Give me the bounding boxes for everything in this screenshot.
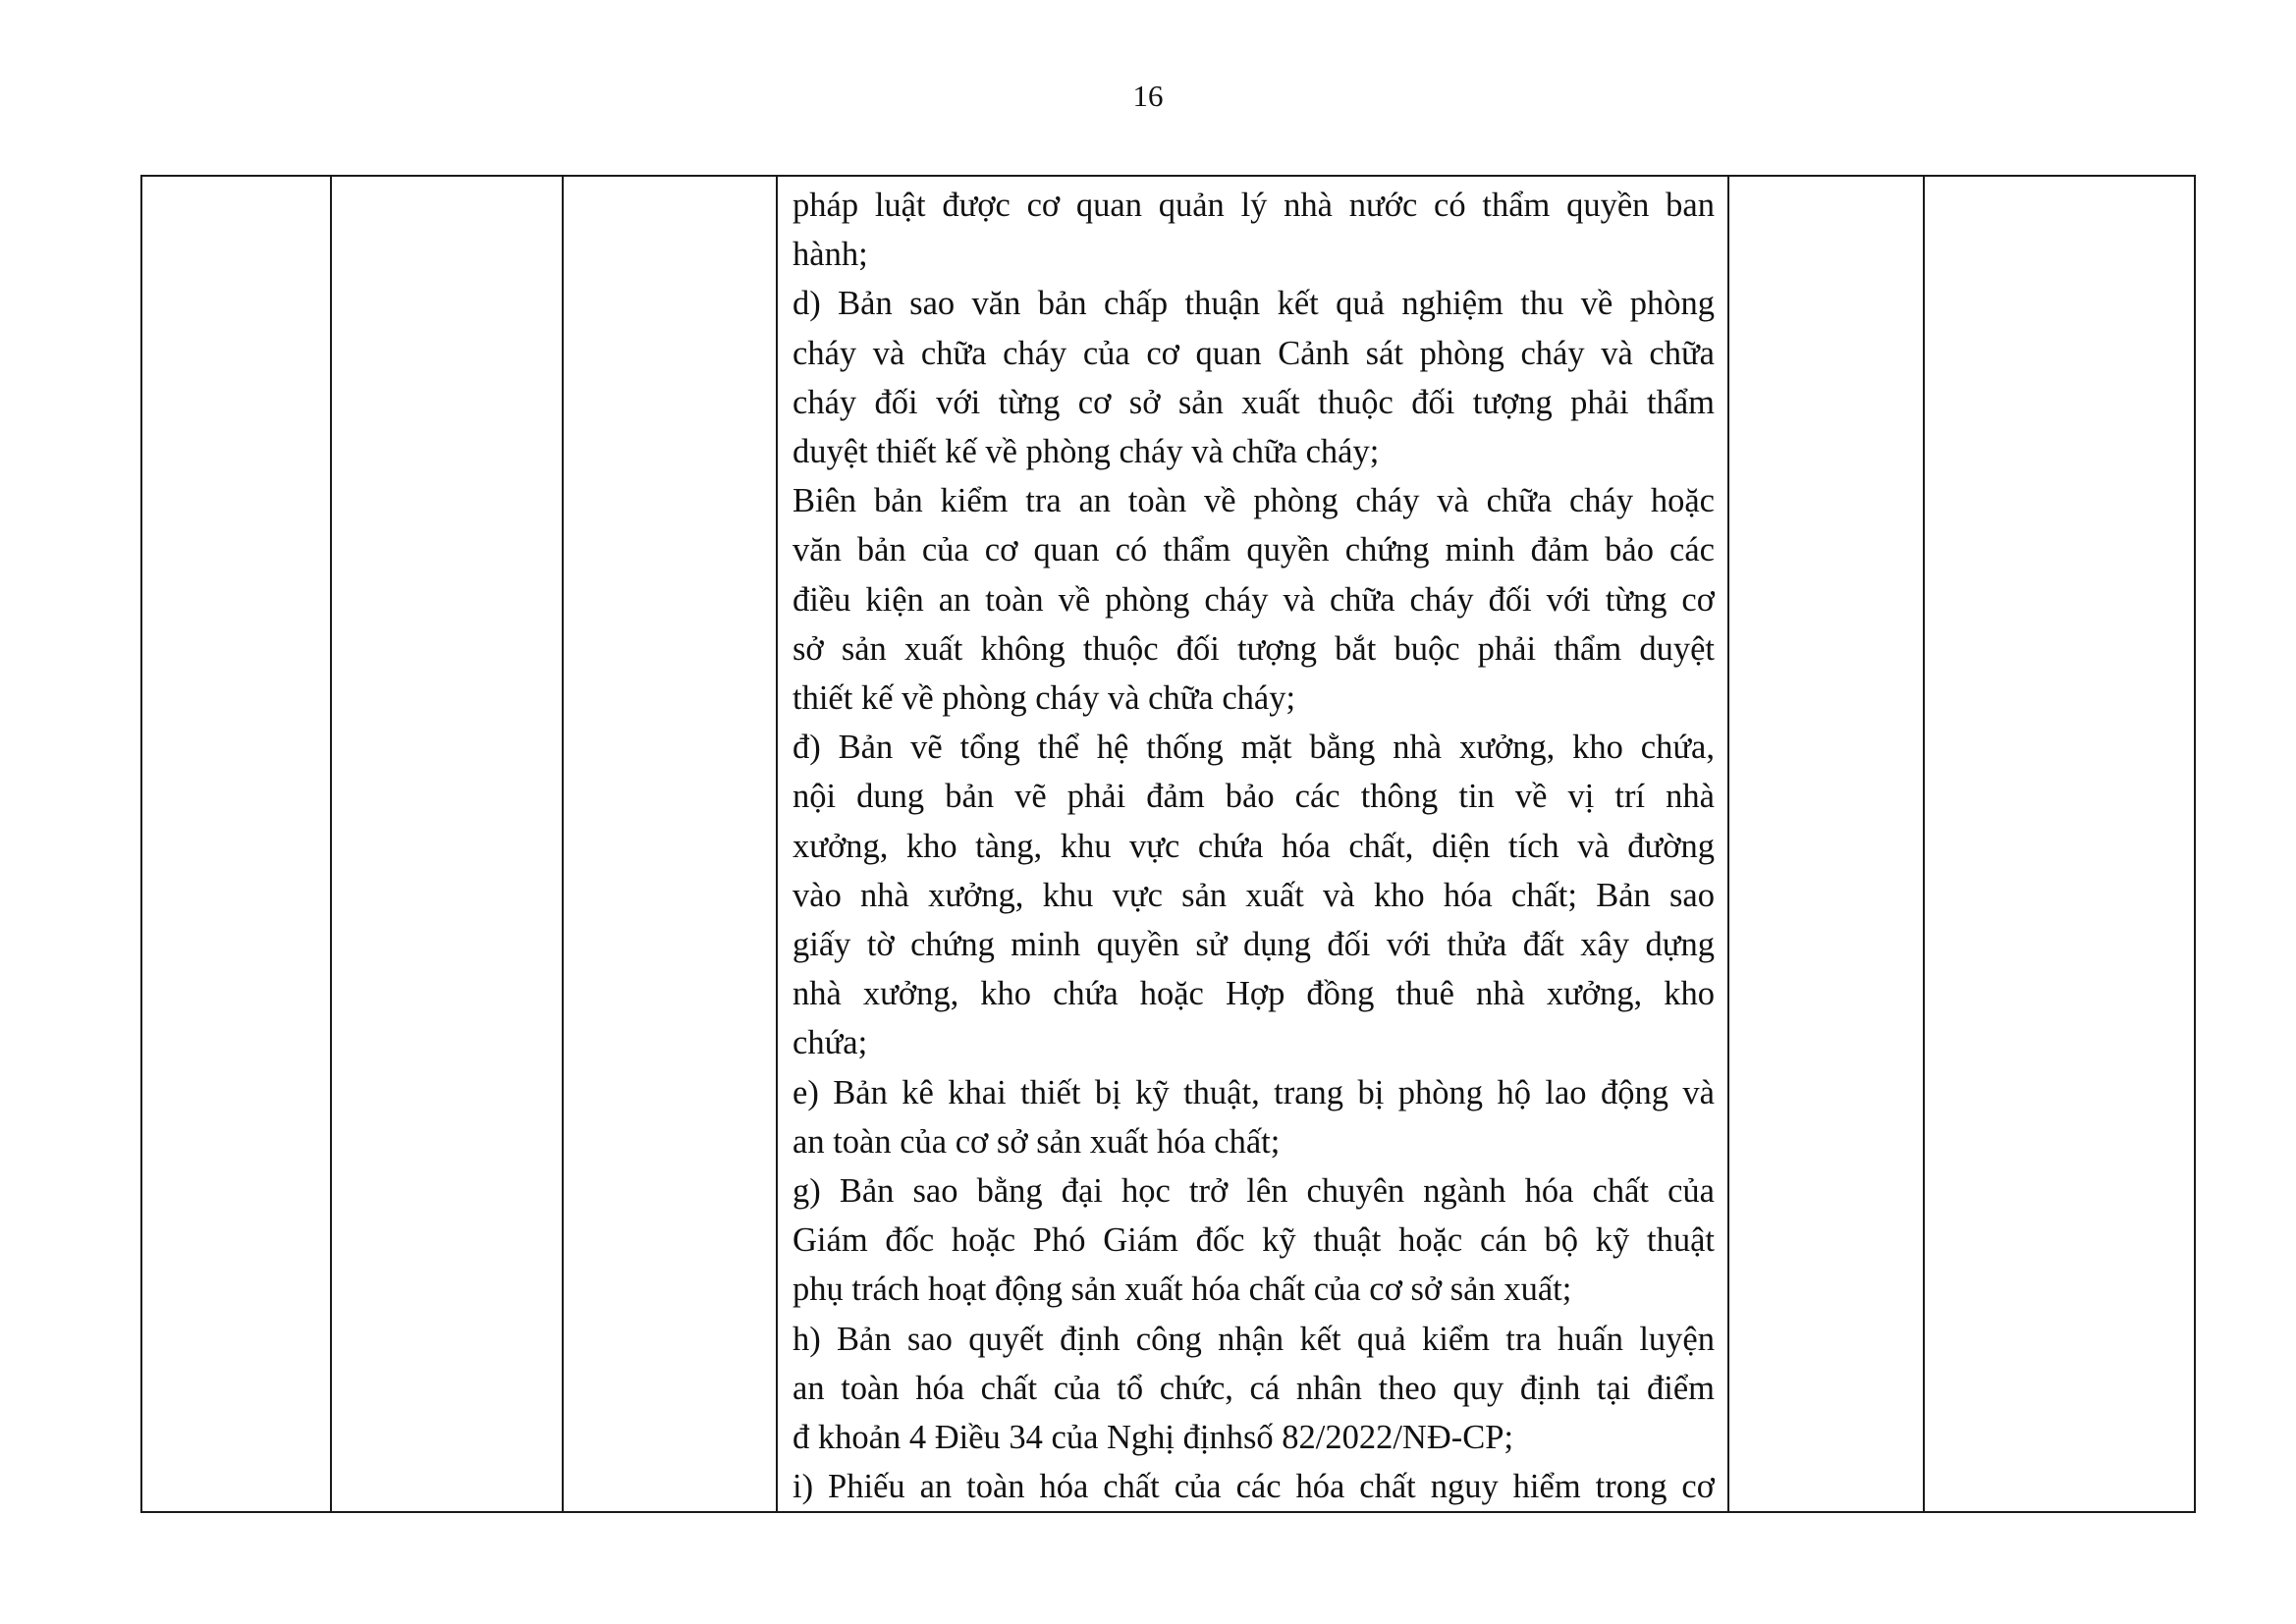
text-line: chứa; xyxy=(793,1024,868,1062)
table-cell-col-3 xyxy=(563,176,777,1512)
procedure-table xyxy=(140,175,2196,1513)
text-line: duyệt thiết kế về phòng cháy và chữa cháy; xyxy=(793,433,1380,471)
page-number: 16 xyxy=(1132,79,1164,113)
text-line: Biên bản kiểm tra an toàn về phòng cháy và chữa cháy hoặc xyxy=(793,482,1715,520)
table-cell-col-2 xyxy=(331,176,563,1512)
text-line: xưởng, kho tàng, khu vực chứa hóa chất, diện tích và đường xyxy=(793,827,1715,865)
table-cell-col-5 xyxy=(1728,176,1924,1512)
text-line: pháp luật được cơ quan quản lý nhà nước có thẩm quyền ban xyxy=(793,187,1715,224)
text-line: e) Bản kê khai thiết bị kỹ thuật, trang bị phòng hộ lao động và xyxy=(793,1073,1715,1111)
text-line: nội dung bản vẽ phải đảm bảo các thông tin về vị trí nhà xyxy=(793,778,1715,816)
text-line: an toàn của cơ sở sản xuất hóa chất; xyxy=(793,1122,1281,1161)
text-line: i) Phiếu an toàn hóa chất của các hóa chất nguy hiểm trong cơ xyxy=(793,1468,1715,1506)
text-line: cháy và chữa cháy của cơ quan Cảnh sát phòng cháy và chữa xyxy=(793,334,1715,372)
text-line: vào nhà xưởng, khu vực sản xuất và kho hóa chất; Bản sao xyxy=(793,876,1715,914)
text-line: đ) Bản vẽ tổng thể hệ thống mặt bằng nhà xưởng, kho chứa, xyxy=(793,729,1715,767)
text-line: h) Bản sao quyết định công nhận kết quả kiểm tra huấn luyện xyxy=(793,1320,1715,1358)
text-line: văn bản của cơ quan có thẩm quyền chứng minh đảm bảo các xyxy=(793,531,1715,569)
text-line: giấy tờ chứng minh quyền sử dụng đối với thửa đất xây dựng xyxy=(793,926,1715,964)
text-line: cháy đối với từng cơ sở sản xuất thuộc đối tượng phải thẩm xyxy=(793,383,1715,421)
dossier-component-text xyxy=(793,181,1715,1511)
text-line: g) Bản sao bằng đại học trở lên chuyên ngành hóa chất của xyxy=(793,1172,1715,1211)
text-line: an toàn hóa chất của tổ chức, cá nhân theo quy định tại điểm xyxy=(793,1369,1715,1407)
text-line: nhà xưởng, kho chứa hoặc Hợp đồng thuê nhà xưởng, kho xyxy=(793,975,1715,1013)
table-row xyxy=(141,176,2195,1512)
text-line: d) Bản sao văn bản chấp thuận kết quả nghiệm thu về phòng xyxy=(793,285,1715,323)
text-line: hành; xyxy=(793,236,868,274)
table-cell-col-6 xyxy=(1924,176,2195,1512)
text-line: sở sản xuất không thuộc đối tượng bắt buộc phải thẩm duyệt xyxy=(793,629,1715,668)
text-line: điều kiện an toàn về phòng cháy và chữa cháy đối với từng cơ xyxy=(793,580,1715,619)
text-line: thiết kế về phòng cháy và chữa cháy; xyxy=(793,679,1296,718)
text-line: đ khoản 4 Điều 34 của Nghị địnhsố 82/2022/NĐ-CP; xyxy=(793,1419,1514,1457)
table-cell-dossier-components xyxy=(777,176,1728,1512)
text-line: Giám đốc hoặc Phó Giám đốc kỹ thuật hoặc cán bộ kỹ thuật xyxy=(793,1221,1715,1260)
table-cell-col-1 xyxy=(141,176,331,1512)
text-line: phụ trách hoạt động sản xuất hóa chất của cơ sở sản xuất; xyxy=(793,1271,1572,1309)
